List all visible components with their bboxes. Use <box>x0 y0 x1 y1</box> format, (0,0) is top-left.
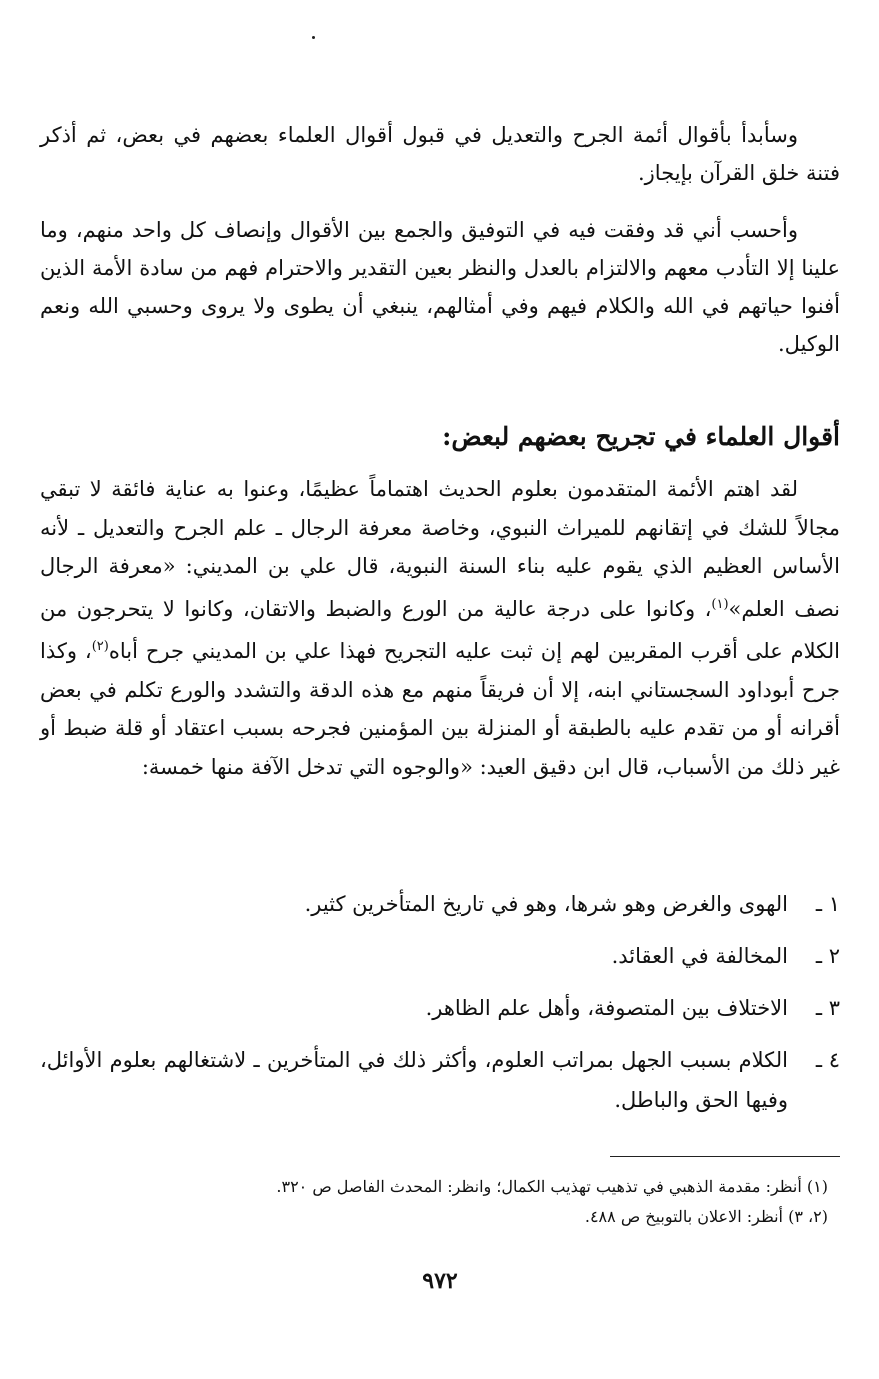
page-number: ٩٧٢ <box>422 1268 458 1294</box>
list-item-number: ١ ـ <box>815 892 840 916</box>
third-paragraph-part2: ، وكانوا على درجة عالية من الورع والضبط والاتقان، وكانوا لا يتحرجون من الكلام على أقرب المقربين لهم إن ثبت عليه التجريح فهذا علي بن المديني جرح أباه <box>40 596 841 663</box>
list-item <box>40 988 840 1028</box>
list-item-text: المخالفة في العقائد. <box>611 944 788 968</box>
list-item-number: ٢ ـ <box>815 944 840 968</box>
footnote-divider <box>610 1156 840 1157</box>
second-paragraph: وأحسب أني قد وفقت فيه في التوفيق والجمع بين الأقوال وإنصاف كل واحد منهم، وما علينا إلا التأدب معهم والالتزام بالعدل والنظر بعين التقدير والاحترام فهم من سادة الأمة الذين أفنوا حياتهم في الله والكلام فيهم وفي أمثالهم، ينبغي أن يطوى ولا يروى وحسبي الله ونعم الوكيل. <box>40 218 840 356</box>
list-item-number: ٣ ـ <box>815 996 840 1020</box>
causes-list <box>40 884 840 1132</box>
footnote-ref-1: (١) <box>711 596 729 612</box>
list-item <box>40 936 840 976</box>
list-item <box>40 1040 840 1120</box>
list-item-text: الكلام بسبب الجهل بمراتب العلوم، وأكثر ذلك في المتأخرين ـ لاشتغالهم بعلوم الأوائل، وفيها الحق والباطل. <box>40 1048 788 1112</box>
third-paragraph-part3: ، وكذا جرح أبوداود السجستاني ابنه، إلا أن فريقاً منهم مع هذه الدقة والتشدد والورع تكلم في بعض أقرانه أو من تقدم عليه بالطبقة أو المنزلة بين المؤمنين فجرحه بسبب اعتقاد أو قلة ضبط أو غير ذلك من الأسباب، قال ابن دقيق العيد: «والوجوه التي تدخل الآفة منها خمسة: <box>40 639 840 779</box>
section-title: أقوال العلماء في تجريح بعضهم لبعض: <box>442 422 840 451</box>
footnote-ref-2: (٢) <box>91 639 109 654</box>
footnote-2: (٢، ٣) أنظر: الاعلان بالتوبيخ ص ٤٨٨. <box>584 1207 828 1226</box>
list-item <box>40 884 840 924</box>
top-dot <box>312 36 315 39</box>
third-paragraph-part1: لقد اهتم الأئمة المتقدمون بعلوم الحديث اهتماماً عظيمًا، وعنوا به عناية فائقة لا تبقي مجالاً للشك في إتقانهم للميراث النبوي، وخاصة معرفة الرجال ـ علم الجرح والتعديل ـ لأنه الأساس العظيم الذي يقوم عليه بناء السنة النبوية، قال علي بن المديني: «معرفة الرجال نصف العلم» <box>40 477 840 621</box>
intro-paragraph: وسأبدأ بأقوال أئمة الجرح والتعديل في قبول أقوال العلماء بعضهم في بعض، ثم أذكر فتنة خلق القرآن بإيجاز. <box>40 123 840 185</box>
third-paragraph <box>40 470 840 786</box>
footnote-1: (١) أنظر: مقدمة الذهبي في تذهيب تهذيب الكمال؛ وانظر: المحدث الفاصل ص ٣٢٠. <box>276 1177 828 1196</box>
footnotes <box>48 1172 828 1232</box>
list-item-text: الاختلاف بين المتصوفة، وأهل علم الظاهر. <box>425 996 788 1020</box>
book-page <box>40 0 840 1379</box>
list-item-text: الهوى والغرض وهو شرها، وهو في تاريخ المتأخرين كثير. <box>304 892 788 916</box>
list-item-number: ٤ ـ <box>815 1048 840 1072</box>
